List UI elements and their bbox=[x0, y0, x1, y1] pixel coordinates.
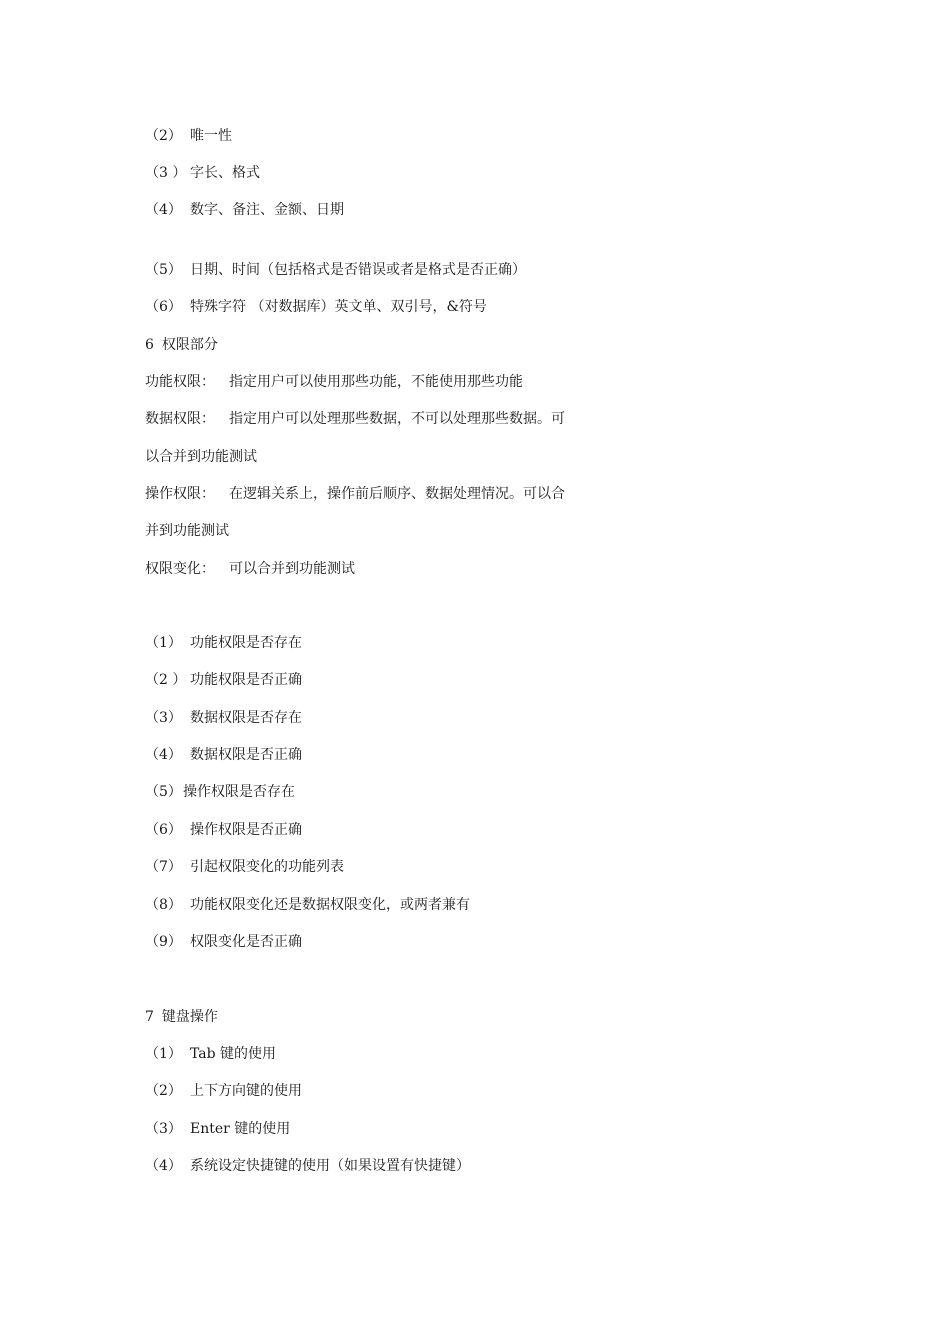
section-heading bbox=[145, 1008, 218, 1026]
item-number: （5） bbox=[145, 262, 182, 278]
section-title: 键盘操作 bbox=[161, 1009, 218, 1025]
item-number: （6） bbox=[145, 299, 182, 315]
list-item bbox=[145, 1120, 290, 1138]
list-item bbox=[145, 1082, 302, 1100]
list-item bbox=[145, 127, 232, 145]
definition-text: 指定用户可以使用那些功能，不能使用那些功能 bbox=[229, 374, 523, 390]
definition-line bbox=[145, 373, 523, 391]
definition-continuation: 以合并到功能测试 bbox=[145, 449, 257, 465]
list-item bbox=[145, 1157, 470, 1175]
list-item bbox=[145, 709, 302, 727]
item-text: 上下方向键的使用 bbox=[190, 1083, 302, 1099]
definition-line bbox=[145, 410, 565, 428]
item-number: （6） bbox=[145, 822, 182, 838]
definition-text: 在逻辑关系上，操作前后顺序、数据处理情况。可以合 bbox=[229, 486, 565, 502]
item-text: 数据权限是否正确 bbox=[190, 747, 302, 763]
definition-line bbox=[145, 485, 565, 503]
list-item bbox=[145, 746, 302, 764]
item-number: （4） bbox=[145, 202, 182, 218]
list-item bbox=[145, 671, 302, 689]
item-number: （3） bbox=[145, 710, 182, 726]
list-item bbox=[145, 858, 344, 876]
definition-label: 权限变化： bbox=[145, 561, 215, 577]
definition-label: 数据权限： bbox=[145, 411, 215, 427]
item-number: （3） bbox=[145, 1121, 182, 1137]
definition-text: 指定用户可以处理那些数据，不可以处理那些数据。可 bbox=[229, 411, 565, 427]
item-text: 唯一性 bbox=[190, 128, 232, 144]
item-number: （1） bbox=[145, 635, 182, 651]
item-number: （7） bbox=[145, 859, 182, 875]
item-number: （2） bbox=[145, 1083, 182, 1099]
list-item bbox=[145, 933, 302, 951]
section-heading bbox=[145, 336, 218, 354]
item-text: 特殊字符 （对数据库）英文单、双引号，&符号 bbox=[190, 299, 487, 315]
item-number: （5） bbox=[145, 784, 182, 800]
item-text: 数字、备注、金额、日期 bbox=[190, 202, 344, 218]
definition-continuation: 并到功能测试 bbox=[145, 523, 229, 539]
item-number: （4） bbox=[145, 747, 182, 763]
list-item bbox=[145, 821, 302, 839]
list-item bbox=[145, 1045, 276, 1063]
definition-text: 可以合并到功能测试 bbox=[229, 561, 355, 577]
list-item bbox=[145, 896, 470, 914]
item-text: 功能权限是否存在 bbox=[190, 635, 302, 651]
item-number: （2） bbox=[145, 128, 182, 144]
item-text: 功能权限变化还是数据权限变化，或两者兼有 bbox=[190, 897, 470, 913]
item-text: Tab 键的使用 bbox=[190, 1046, 277, 1062]
section-number: 7 bbox=[145, 1009, 154, 1025]
list-item bbox=[145, 261, 526, 279]
item-text: 操作权限是否正确 bbox=[190, 822, 302, 838]
item-number: （3 ） bbox=[145, 165, 187, 181]
definition-line bbox=[145, 560, 355, 578]
item-text: 日期、时间（包括格式是否错误或者是格式是否正确） bbox=[190, 262, 526, 278]
item-number: （4） bbox=[145, 1158, 182, 1174]
item-text: 引起权限变化的功能列表 bbox=[190, 859, 344, 875]
item-number: （9） bbox=[145, 934, 182, 950]
list-item bbox=[145, 298, 487, 316]
item-number: （2 ） bbox=[145, 672, 187, 688]
item-text: 权限变化是否正确 bbox=[190, 934, 302, 950]
list-item bbox=[145, 164, 260, 182]
item-number: （8） bbox=[145, 897, 182, 913]
item-text: 操作权限是否存在 bbox=[183, 784, 295, 800]
definition-label: 功能权限： bbox=[145, 374, 215, 390]
item-number: （1） bbox=[145, 1046, 182, 1062]
section-title: 权限部分 bbox=[161, 337, 218, 353]
list-item bbox=[145, 783, 295, 801]
item-text: 功能权限是否正确 bbox=[190, 672, 302, 688]
item-text: 系统设定快捷键的使用（如果设置有快捷键） bbox=[190, 1158, 470, 1174]
item-text: Enter 键的使用 bbox=[190, 1121, 291, 1137]
section-number: 6 bbox=[145, 337, 154, 353]
definition-label: 操作权限： bbox=[145, 486, 215, 502]
list-item bbox=[145, 634, 302, 652]
list-item bbox=[145, 201, 344, 219]
item-text: 字长、格式 bbox=[190, 165, 260, 181]
item-text: 数据权限是否存在 bbox=[190, 710, 302, 726]
